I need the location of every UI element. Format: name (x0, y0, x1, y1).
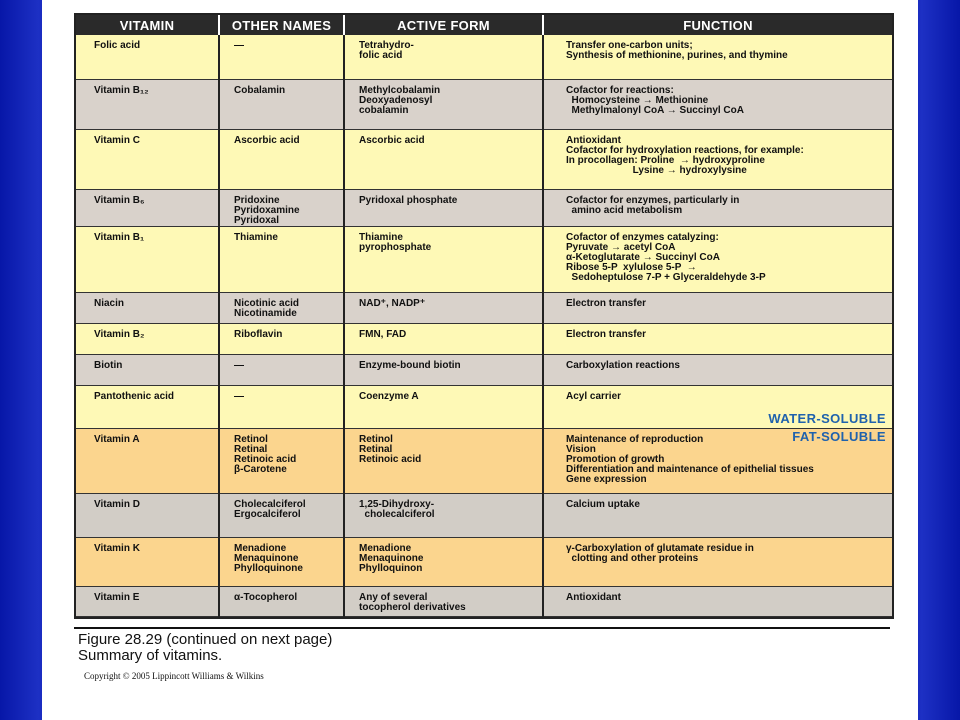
cell-line: Pyridoxal phosphate (359, 194, 458, 206)
cell-line: Vitamin K (94, 542, 140, 554)
cell-line: Ergocalciferol (234, 508, 301, 520)
cell-line: Menadione (359, 542, 412, 554)
other-names-cell (219, 226, 344, 292)
cell-line: α-Ketoglutarate → Succinyl CoA (566, 251, 720, 263)
active-form-cell (344, 35, 543, 79)
vitamin-cell (76, 354, 219, 385)
cell-line: Retinol (359, 433, 393, 445)
active-form-cell (344, 226, 543, 292)
cell-line: Pridoxine (234, 194, 280, 206)
cell-line: Nicotinic acid (234, 297, 300, 309)
function-cell (543, 79, 892, 129)
cell-line: Vision (566, 443, 596, 455)
table-row (76, 129, 892, 189)
water-soluble-label: WATER-SOLUBLE (768, 411, 886, 426)
vitamin-cell (76, 226, 219, 292)
cell-line: Tetrahydro- (359, 40, 414, 51)
cell-line: Sedoheptulose 7-P + Glyceraldehyde 3-P (566, 271, 766, 283)
cell-line: Vitamin B₆ (94, 194, 145, 206)
vitamin-table (74, 13, 894, 619)
table-header-row (76, 15, 892, 35)
function-cell (543, 537, 892, 586)
table-row (76, 537, 892, 586)
cell-line: Retinoic acid (234, 453, 297, 465)
slide-page (42, 0, 918, 720)
function-cell (543, 35, 892, 79)
cell-line: α-Tocopherol (234, 591, 298, 603)
header-function: FUNCTION (543, 15, 892, 35)
cell-line: Maintenance of reproduction (566, 433, 704, 445)
cell-line: Acyl carrier (566, 390, 622, 402)
header-other-names: OTHER NAMES (219, 15, 344, 35)
active-form-cell (344, 385, 543, 428)
cell-line: Retinal (234, 443, 268, 455)
cell-line: Antioxidant (566, 591, 621, 603)
cell-line: Pantothenic acid (94, 390, 175, 402)
cell-line: Phylloquinon (359, 562, 423, 574)
cell-line: Carboxylation reactions (566, 359, 680, 371)
cell-line: Menaquinone (234, 552, 299, 564)
cell-line: Cholecalciferol (234, 498, 306, 510)
cell-line: In procollagen: Proline → hydroxyproline (566, 154, 765, 166)
vitamin-cell (76, 129, 219, 189)
cell-line: Thiamine (234, 231, 278, 243)
table-row (76, 354, 892, 385)
table-row (76, 586, 892, 616)
cell-line: β-Carotene (234, 463, 287, 475)
cell-line: Methylmalonyl CoA → Succinyl CoA (566, 104, 744, 116)
header-active-form: ACTIVE FORM (344, 15, 543, 35)
function-cell (543, 292, 892, 323)
copyright-notice: Copyright © 2005 Lippincott Williams & Wilkins (84, 671, 264, 681)
cell-line: Electron transfer (566, 328, 647, 340)
cell-line: Menaquinone (359, 552, 424, 564)
active-form-cell (344, 428, 543, 493)
cell-line: Vitamin B₂ (94, 328, 145, 340)
cell-line: Enzyme-bound biotin (359, 359, 461, 371)
table-row (76, 428, 892, 493)
function-cell (543, 354, 892, 385)
cell-line: Retinoic acid (359, 453, 422, 465)
cell-line: Synthesis of methionine, purines, and thymine (566, 50, 788, 61)
cell-line: Vitamin B₁ (94, 231, 145, 243)
cell-line: Menadione (234, 542, 287, 554)
active-form-cell (344, 79, 543, 129)
active-form-cell (344, 323, 543, 354)
other-names-cell (219, 586, 344, 616)
vitamin-cell (76, 79, 219, 129)
cell-line: pyrophosphate (359, 241, 432, 253)
other-names-cell (219, 35, 344, 79)
vitamin-cell (76, 35, 219, 79)
active-form-cell (344, 493, 543, 537)
vitamin-cell (76, 493, 219, 537)
table-row (76, 35, 892, 79)
cell-line: Ascorbic acid (234, 134, 300, 146)
cell-line: Pyridoxal (234, 214, 280, 226)
other-names-cell (219, 493, 344, 537)
active-form-cell (344, 189, 543, 226)
cell-line: Phylloquinone (234, 562, 303, 574)
vitamin-cell (76, 428, 219, 493)
active-form-cell (344, 292, 543, 323)
cell-line: Nicotinamide (234, 307, 297, 319)
cell-line: Lysine → hydroxylysine (566, 164, 747, 176)
cell-line: Vitamin A (94, 433, 140, 445)
cell-line: NAD⁺, NADP⁺ (359, 297, 426, 309)
active-form-cell (344, 129, 543, 189)
header-vitamin: VITAMIN (76, 15, 219, 35)
active-form-cell (344, 354, 543, 385)
cell-line: clotting and other proteins (566, 552, 699, 564)
cell-line: Cofactor of enzymes catalyzing: (566, 231, 719, 243)
cell-line: Vitamin C (94, 134, 140, 146)
cell-line: Coenzyme A (359, 390, 419, 402)
cell-line: — (234, 40, 244, 51)
vitamin-cell (76, 385, 219, 428)
cell-line: folic acid (359, 50, 403, 61)
table-row (76, 189, 892, 226)
vitamin-cell (76, 537, 219, 586)
other-names-cell (219, 385, 344, 428)
vitamin-cell (76, 586, 219, 616)
cell-line: Niacin (94, 297, 125, 309)
active-form-cell (344, 537, 543, 586)
figure-number: Figure 28.29 (78, 631, 163, 648)
cell-line: Homocysteine → Methionine (566, 94, 709, 106)
other-names-cell (219, 354, 344, 385)
cell-line: tocopherol derivatives (359, 601, 466, 613)
cell-line: Vitamin D (94, 498, 140, 510)
cell-line: — (234, 359, 244, 371)
table-row (76, 292, 892, 323)
cell-line: Antioxidant (566, 134, 621, 146)
cell-line: cobalamin (359, 104, 409, 116)
figure-title: Summary of vitamins. (78, 647, 223, 664)
cell-line: Retinol (234, 433, 268, 445)
cell-line: Ascorbic acid (359, 134, 425, 146)
table-row (76, 323, 892, 354)
vitamin-cell (76, 323, 219, 354)
cell-line: Pyruvate → acetyl CoA (566, 241, 676, 253)
function-cell (543, 226, 892, 292)
cell-line: Promotion of growth (566, 453, 665, 465)
cell-line: amino acid metabolism (566, 204, 683, 216)
cell-line: Electron transfer (566, 297, 647, 309)
function-cell (543, 189, 892, 226)
cell-line: Cofactor for enzymes, particularly in (566, 194, 740, 206)
function-cell (543, 586, 892, 616)
cell-line: Vitamin E (94, 591, 140, 603)
cell-line: Differentiation and maintenance of epithelial tissues (566, 463, 814, 475)
cell-line: Deoxyadenosyl (359, 94, 433, 106)
cell-line: FMN, FAD (359, 328, 407, 340)
active-form-cell (344, 586, 543, 616)
cell-line: Folic acid (94, 40, 141, 51)
other-names-cell (219, 79, 344, 129)
caption-divider (74, 627, 890, 629)
cell-line: Riboflavin (234, 328, 283, 340)
other-names-cell (219, 189, 344, 226)
cell-line: Calcium uptake (566, 498, 640, 510)
function-cell (543, 493, 892, 537)
vitamin-cell (76, 189, 219, 226)
cell-line: Vitamin B₁₂ (94, 84, 149, 96)
fat-soluble-label: FAT-SOLUBLE (792, 429, 886, 444)
cell-line: Any of several (359, 591, 428, 603)
cell-line: Pyridoxamine (234, 204, 300, 216)
cell-line: Transfer one-carbon units; (566, 40, 693, 51)
cell-line: — (234, 390, 244, 402)
other-names-cell (219, 537, 344, 586)
cell-line: Biotin (94, 359, 123, 371)
cell-line: Gene expression (566, 473, 647, 485)
table-row (76, 79, 892, 129)
other-names-cell (219, 323, 344, 354)
cell-line: Cobalamin (234, 84, 286, 96)
function-cell (543, 129, 892, 189)
function-cell (543, 323, 892, 354)
cell-line: γ-Carboxylation of glutamate residue in (566, 542, 754, 554)
figure-continued: (continued on next page) (162, 631, 333, 648)
cell-line: 1,25-Dihydroxy- (359, 498, 435, 510)
cell-line: cholecalciferol (359, 508, 435, 520)
cell-line: Thiamine (359, 231, 403, 243)
other-names-cell (219, 428, 344, 493)
other-names-cell (219, 292, 344, 323)
cell-line: Retinal (359, 443, 393, 455)
table-row (76, 493, 892, 537)
cell-line: Cofactor for reactions: (566, 84, 674, 96)
cell-line: Methylcobalamin (359, 84, 441, 96)
cell-line: Ribose 5-P xylulose 5-P → (566, 261, 697, 273)
table-row (76, 226, 892, 292)
vitamin-cell (76, 292, 219, 323)
figure-caption (78, 632, 332, 664)
cell-line: Cofactor for hydroxylation reactions, for example: (566, 144, 804, 156)
other-names-cell (219, 129, 344, 189)
